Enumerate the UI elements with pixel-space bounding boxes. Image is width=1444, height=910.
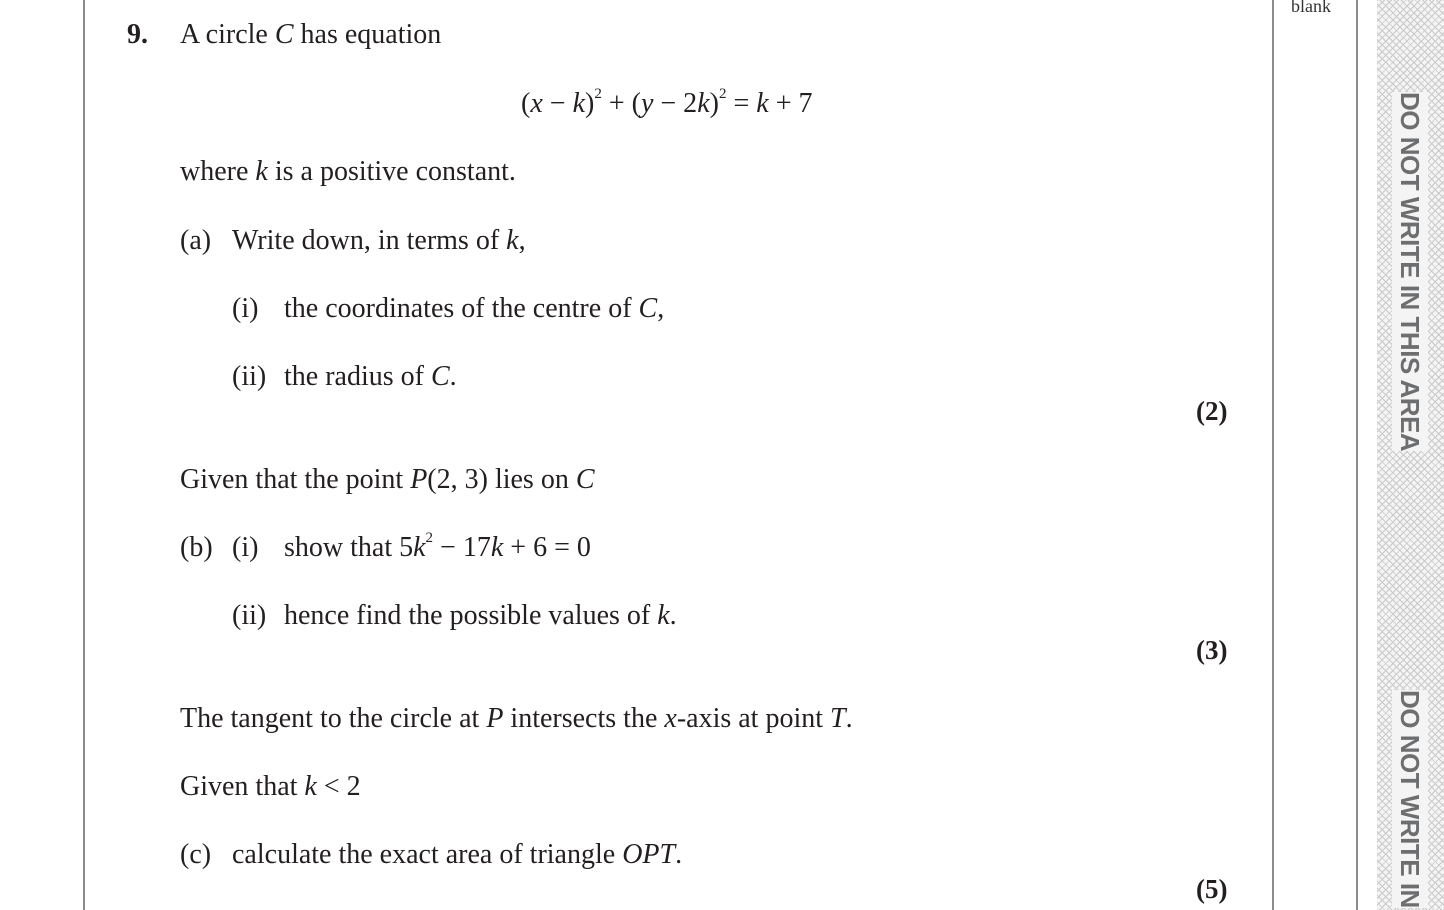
tangent-statement: The tangent to the circle at P intersects the x-axis at point T. xyxy=(180,703,853,734)
part-b-i-label: (i) xyxy=(232,532,259,563)
part-a-text: Write down, in terms of k, xyxy=(232,225,526,256)
given-point-statement: Given that the point P(2, 3) lies on C xyxy=(180,464,595,495)
part-a-label: (a) xyxy=(180,225,212,256)
margin-border xyxy=(1356,0,1358,910)
circle-equation: $(x - k)^2 + (y - 2k)^2 = k + 7$ xyxy=(521,86,813,119)
part-b-marks: (3) xyxy=(1196,635,1228,665)
part-b-ii-label: (ii) xyxy=(232,600,267,631)
part-c-label: (c) xyxy=(180,839,212,870)
part-a-i-text: the coordinates of the centre of C, xyxy=(284,293,665,324)
blank-label: blank xyxy=(1291,0,1331,16)
given-k-statement: Given that k < 2 xyxy=(180,771,361,802)
do-not-write-warning-partial: DO NOT WRITE IN xyxy=(1392,690,1428,908)
question-number: 9. xyxy=(127,19,148,50)
page-border-left xyxy=(83,0,85,910)
part-a-marks: (2) xyxy=(1196,396,1228,426)
part-c-text: calculate the exact area of triangle OPT. xyxy=(232,839,683,870)
part-b-ii-text: hence find the possible values of k. xyxy=(284,600,677,631)
page-border-right xyxy=(1272,0,1274,910)
part-a-i-label: (i) xyxy=(232,293,259,324)
part-c-marks: (5) xyxy=(1196,874,1228,904)
do-not-write-warning: DO NOT WRITE IN THIS AREA xyxy=(1392,92,1428,451)
part-b-label: (b) xyxy=(180,532,213,563)
part-a-ii-text: the radius of C. xyxy=(284,361,457,392)
where-statement: where k is a positive constant. xyxy=(180,156,516,187)
part-a-ii-label: (ii) xyxy=(232,361,267,392)
part-b-i-text: show that $5k^2 - 17k + 6 = 0$ xyxy=(284,530,591,563)
question-intro: A circle C has equation xyxy=(180,19,442,50)
